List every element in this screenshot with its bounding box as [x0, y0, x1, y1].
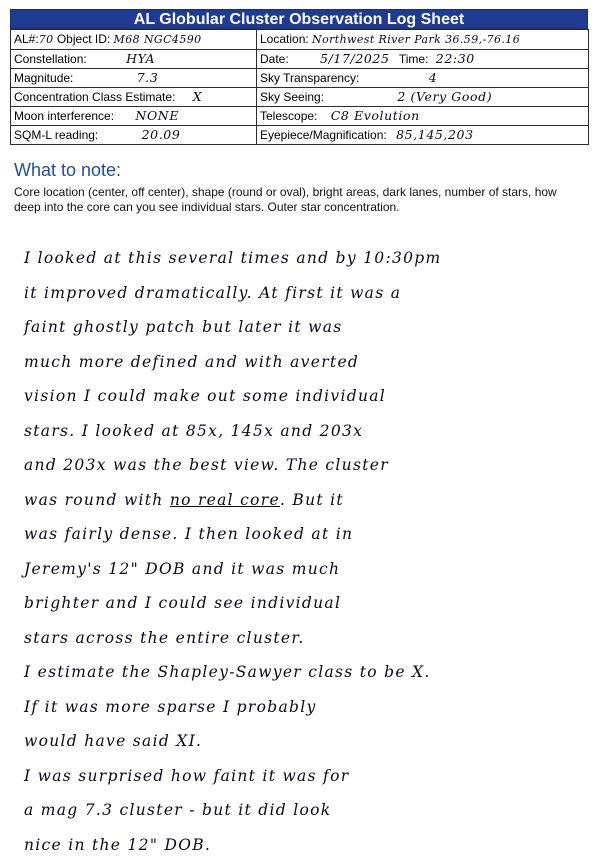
- date-label: Date:: [260, 52, 289, 66]
- al-value: 70: [39, 33, 54, 46]
- note-line: it improved dramatically. At first it was a: [24, 276, 588, 311]
- constellation-cell: [11, 50, 257, 69]
- sqm-value: 20.09: [142, 127, 181, 142]
- note-line: stars. I looked at 85x, 145x and 203x: [24, 414, 588, 449]
- note-text: . But it: [280, 491, 344, 509]
- observation-log-sheet: [10, 9, 588, 779]
- note-line: Jeremy's 12" DOB and it was much: [24, 552, 588, 587]
- note-text: was round with: [24, 491, 170, 509]
- concentration-value: X: [193, 89, 203, 104]
- note-line: brighter and I could see individual: [24, 586, 588, 621]
- location-cell: [257, 30, 589, 50]
- note-line: much more defined and with averted: [24, 345, 588, 380]
- transparency-label: Sky Transparency:: [260, 71, 359, 85]
- handwritten-notes: [24, 241, 588, 862]
- telescope-label: Telescope:: [260, 109, 317, 123]
- constellation-value: HYA: [126, 51, 155, 66]
- observation-fields-table: [10, 29, 589, 145]
- note-line: I estimate the Shapley-Sawyer class to be X.: [24, 655, 588, 690]
- eyepiece-value: 85,145,203: [396, 127, 474, 142]
- date-time-cell: [257, 50, 589, 69]
- time-value: 22:30: [436, 51, 475, 66]
- seeing-cell: [257, 88, 589, 107]
- magnitude-label: Magnitude:: [14, 71, 73, 85]
- constellation-label: Constellation:: [14, 52, 87, 66]
- underlined-note-text: no real core: [170, 491, 280, 509]
- moon-label: Moon interference:: [14, 109, 114, 123]
- eyepiece-cell: [257, 126, 589, 145]
- note-line: vision I could make out some individual: [24, 379, 588, 414]
- al-object-cell: [11, 30, 257, 50]
- sqm-cell: [11, 126, 257, 145]
- note-line: [24, 483, 588, 518]
- note-line: was fairly dense. I then looked at in: [24, 517, 588, 552]
- table-row: [11, 107, 589, 126]
- note-line: nice in the 12" DOB.: [24, 828, 588, 862]
- time-label: Time:: [399, 52, 429, 66]
- note-line: I was surprised how faint it was for: [24, 759, 588, 794]
- note-line: If it was more sparse I probably: [24, 690, 588, 725]
- location-label: Location:: [260, 32, 309, 46]
- note-line: would have said XI.: [24, 724, 588, 759]
- object-label: Object ID:: [57, 32, 110, 46]
- table-row: [11, 30, 589, 50]
- sheet-title: AL Globular Cluster Observation Log Sheet: [10, 9, 588, 29]
- object-value: M68 NGC4590: [114, 33, 202, 46]
- magnitude-cell: [11, 69, 257, 88]
- what-to-note-text: Core location (center, off center), shape (round or oval), bright areas, dark lanes, number of stars, how deep into the core can you see individual stars. Outer star concentration.: [14, 185, 584, 215]
- note-line: a mag 7.3 cluster - but it did look: [24, 793, 588, 828]
- table-row: [11, 69, 589, 88]
- note-line: and 203x was the best view. The cluster: [24, 448, 588, 483]
- table-row: [11, 50, 589, 69]
- seeing-value: 2 (Very Good): [397, 89, 492, 104]
- al-label: AL#:: [14, 32, 39, 46]
- table-row: [11, 88, 589, 107]
- note-line: I looked at this several times and by 10:30pm: [24, 241, 588, 276]
- note-line: stars across the entire cluster.: [24, 621, 588, 656]
- telescope-value: C8 Evolution: [331, 108, 420, 123]
- moon-value: NONE: [135, 108, 179, 123]
- transparency-cell: [257, 69, 589, 88]
- moon-cell: [11, 107, 257, 126]
- location-value: Northwest River Park 36.59,-76.16: [312, 33, 520, 46]
- concentration-cell: [11, 88, 257, 107]
- sqm-label: SQM-L reading:: [14, 128, 98, 142]
- transparency-value: 4: [429, 70, 438, 85]
- magnitude-value: 7.3: [137, 70, 159, 85]
- note-line: faint ghostly patch but later it was: [24, 310, 588, 345]
- eyepiece-label: Eyepiece/Magnification:: [260, 128, 387, 142]
- seeing-label: Sky Seeing:: [260, 90, 324, 104]
- date-value: 5/17/2025: [320, 51, 390, 66]
- what-to-note-title: What to note:: [14, 160, 121, 181]
- concentration-label: Concentration Class Estimate:: [14, 90, 175, 104]
- telescope-cell: [257, 107, 589, 126]
- table-row: [11, 126, 589, 145]
